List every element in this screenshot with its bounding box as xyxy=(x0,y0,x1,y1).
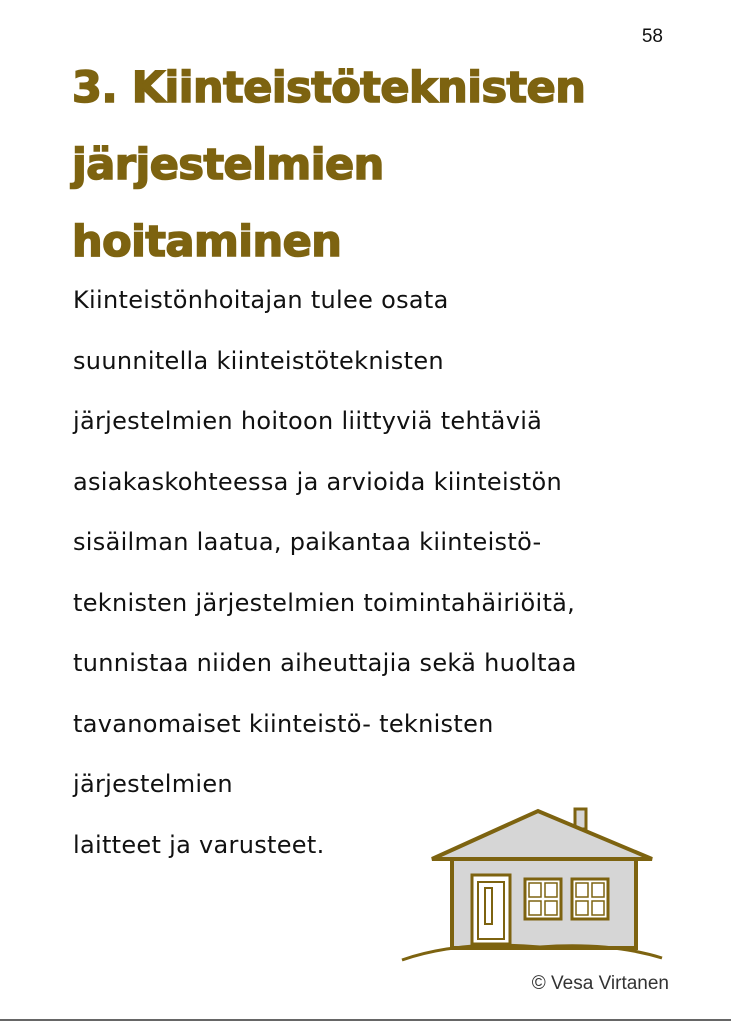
chapter-title xyxy=(72,50,692,281)
page-number: 58 xyxy=(641,26,663,47)
chapter-title-line: hoitaminen xyxy=(72,217,342,267)
page-bottom-divider xyxy=(0,1019,731,1021)
copyright-notice: © Vesa Virtanen xyxy=(531,973,669,994)
chapter-title-line: 3. Kiinteistöteknisten xyxy=(72,63,586,113)
body-line: Kiinteistönhoitajan tulee osata xyxy=(73,286,449,314)
house-icon xyxy=(400,800,670,970)
body-line: laitteet ja varusteet. xyxy=(73,830,325,859)
chapter-title-line: järjestelmien xyxy=(72,140,384,190)
body-line: tunnistaa niiden aiheuttajia sekä huoltaa xyxy=(73,649,577,677)
body-line: asiakaskohteessa ja arvioida kiinteistön xyxy=(73,467,562,496)
body-line: järjestelmien xyxy=(73,770,233,798)
house-roof xyxy=(432,811,652,859)
body-line: tavanomaiset kiinteistö- teknisten xyxy=(73,709,494,738)
body-line: suunnitella kiinteistöteknisten xyxy=(73,346,444,375)
body-line: järjestelmien hoitoon liittyviä tehtäviä xyxy=(73,407,543,435)
body-line: sisäilman laatua, paikantaa kiinteistö- xyxy=(73,528,542,556)
body-line: teknisten järjestelmien toimintahäiriöitä, xyxy=(73,588,576,617)
body-paragraph xyxy=(73,270,703,875)
house-door-window xyxy=(485,888,492,924)
